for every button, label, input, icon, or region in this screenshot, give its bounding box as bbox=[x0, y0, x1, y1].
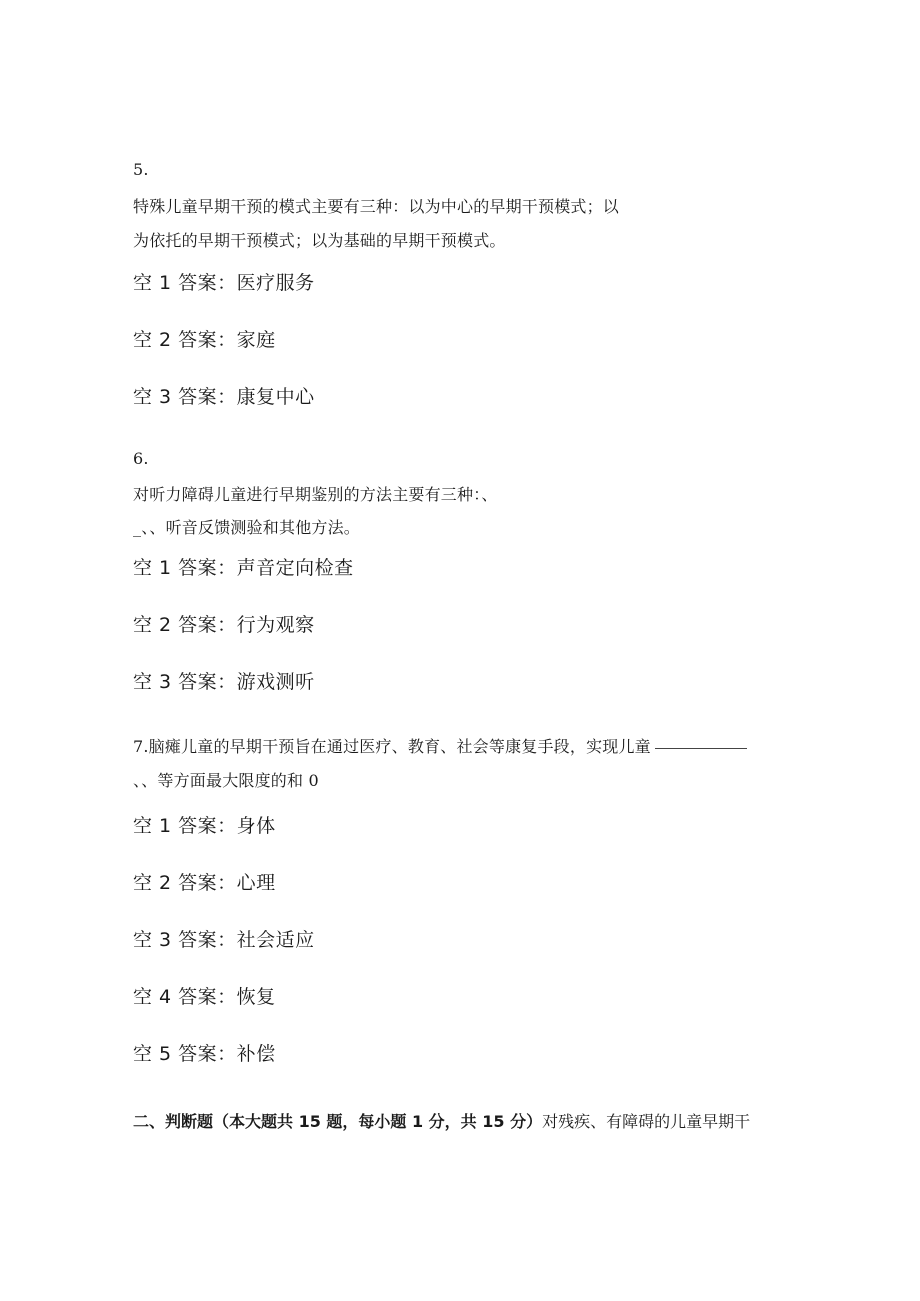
answer-value: 医疗服务 bbox=[236, 272, 315, 294]
q5-answer-2 bbox=[133, 325, 276, 352]
answer-label: 空 4 答案： bbox=[133, 986, 237, 1008]
q7-text: 7.脑瘫儿童的早期干预旨在通过医疗、教育、社会等康复手段，实现儿童 bbox=[133, 737, 651, 756]
answer-label: 空 1 答案： bbox=[133, 272, 237, 294]
answer-label: 空 3 答案： bbox=[133, 929, 237, 951]
q7-answer-3 bbox=[133, 925, 315, 952]
answer-label: 空 1 答案： bbox=[133, 815, 237, 837]
q5-number: 5. bbox=[133, 160, 149, 179]
answer-value: 康复中心 bbox=[236, 386, 315, 408]
section-title: 二、判断题（本大题共 15 题，每小题 1 分，共 15 分） bbox=[133, 1112, 543, 1131]
q6-number: 6. bbox=[133, 449, 149, 468]
answer-value: 行为观察 bbox=[236, 614, 315, 636]
q6-answer-3 bbox=[133, 667, 315, 694]
q5-text-line1: 特殊儿童早期干预的模式主要有三种：以为中心的早期干预模式；以 bbox=[133, 197, 620, 216]
q7-answer-4 bbox=[133, 982, 276, 1009]
answer-value: 恢复 bbox=[236, 986, 276, 1008]
q6-text-line1: 对听力障碍儿童进行早期鉴别的方法主要有三种：、 bbox=[133, 485, 498, 504]
q6-text-line2: _、、听音反馈测验和其他方法。 bbox=[133, 518, 361, 537]
q5-text-line2: 为依托的早期干预模式；以为基础的早期干预模式。 bbox=[133, 231, 506, 250]
answer-label: 空 3 答案： bbox=[133, 671, 237, 693]
q5-answer-1 bbox=[133, 268, 315, 295]
answer-value: 社会适应 bbox=[236, 929, 315, 951]
q6-answer-1 bbox=[133, 553, 354, 580]
q7-text-line1 bbox=[133, 734, 747, 757]
answer-value: 游戏测听 bbox=[236, 671, 315, 693]
q7-text-line2: 、、等方面最大限度的和 0 bbox=[133, 771, 319, 790]
answer-value: 补偿 bbox=[236, 1043, 276, 1065]
answer-label: 空 5 答案： bbox=[133, 1043, 237, 1065]
q7-answer-5 bbox=[133, 1039, 276, 1066]
answer-label: 空 1 答案： bbox=[133, 557, 237, 579]
answer-value: 家庭 bbox=[236, 329, 276, 351]
q7-answer-1 bbox=[133, 811, 276, 838]
fill-blank bbox=[655, 747, 747, 749]
answer-label: 空 2 答案： bbox=[133, 329, 237, 351]
q5-answer-3 bbox=[133, 382, 315, 409]
answer-value: 身体 bbox=[236, 815, 276, 837]
answer-label: 空 3 答案： bbox=[133, 386, 237, 408]
q7-answer-2 bbox=[133, 868, 276, 895]
answer-value: 心理 bbox=[236, 872, 276, 894]
section-heading bbox=[133, 1109, 750, 1132]
answer-label: 空 2 答案： bbox=[133, 614, 237, 636]
answer-label: 空 2 答案： bbox=[133, 872, 237, 894]
q6-answer-2 bbox=[133, 610, 315, 637]
section-intro-text: 对残疾、有障碍的儿童早期干 bbox=[542, 1112, 751, 1131]
answer-value: 声音定向检查 bbox=[236, 557, 354, 579]
